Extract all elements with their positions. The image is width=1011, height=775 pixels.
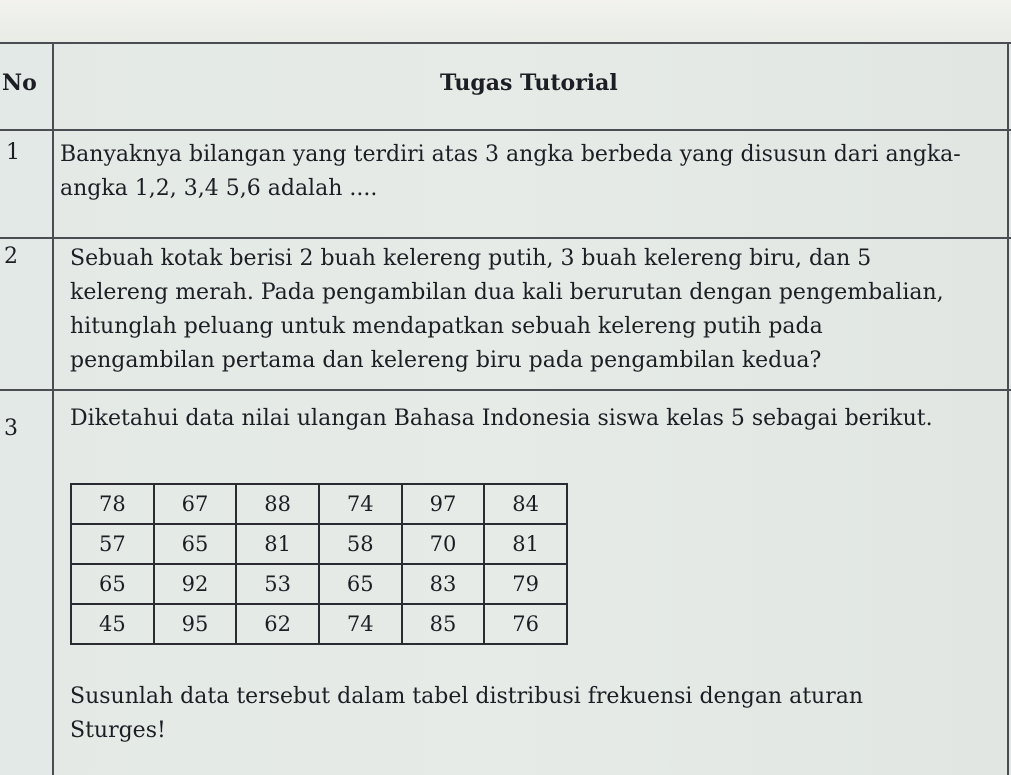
table-cell: 84 <box>484 484 567 524</box>
row-number-2: 2 <box>4 244 18 269</box>
table-cell: 81 <box>236 524 319 564</box>
table-cell: 81 <box>484 524 567 564</box>
question-1-line: angka 1,2, 3,4 5,6 adalah .... <box>60 176 378 201</box>
table-border-top <box>0 42 1011 44</box>
question-2-line: hitunglah peluang untuk mendapatkan sebuah kelereng putih pada <box>70 314 823 339</box>
column-divider <box>52 42 54 775</box>
question-3-intro: Diketahui data nilai ulangan Bahasa Indonesia siswa kelas 5 sebagai berikut. <box>70 406 933 431</box>
header-no: No <box>2 70 37 96</box>
table-cell: 83 <box>402 564 485 604</box>
table-cell: 65 <box>319 564 402 604</box>
table-cell: 53 <box>236 564 319 604</box>
row-number-1: 1 <box>6 140 20 165</box>
table-cell: 76 <box>484 604 567 644</box>
table-cell: 45 <box>71 604 154 644</box>
table-row <box>71 524 567 564</box>
score-data-table <box>70 483 568 645</box>
row-divider-2 <box>0 389 1011 391</box>
table-cell: 57 <box>71 524 154 564</box>
table-cell: 92 <box>154 564 237 604</box>
table-cell: 74 <box>319 604 402 644</box>
table-row <box>71 564 567 604</box>
table-cell: 85 <box>402 604 485 644</box>
table-cell: 70 <box>402 524 485 564</box>
table-cell: 74 <box>319 484 402 524</box>
row-number-3: 3 <box>4 416 18 441</box>
table-cell: 78 <box>71 484 154 524</box>
question-2 <box>70 242 944 378</box>
question-3-closing-line: Sturges! <box>70 718 166 743</box>
table-cell: 67 <box>154 484 237 524</box>
row-divider-header <box>0 129 1011 131</box>
table-cell: 58 <box>319 524 402 564</box>
table-cell: 65 <box>154 524 237 564</box>
top-background <box>0 0 1011 42</box>
header-title: Tugas Tutorial <box>440 70 618 96</box>
question-2-line: pengambilan pertama dan kelereng biru pada pengambilan kedua? <box>70 348 822 373</box>
row-divider-1 <box>0 237 1011 239</box>
table-cell: 62 <box>236 604 319 644</box>
table-cell: 65 <box>71 564 154 604</box>
question-2-line: Sebuah kotak berisi 2 buah kelereng putih, 3 buah kelereng biru, dan 5 <box>70 246 872 271</box>
question-2-line: kelereng merah. Pada pengambilan dua kali berurutan dengan pengembalian, <box>70 280 944 305</box>
table-cell: 97 <box>402 484 485 524</box>
question-3-closing-line: Susunlah data tersebut dalam tabel distribusi frekuensi dengan aturan <box>70 684 864 709</box>
table-cell: 95 <box>154 604 237 644</box>
question-1-line: Banyaknya bilangan yang terdiri atas 3 angka berbeda yang disusun dari angka- <box>60 142 961 167</box>
question-3-closing <box>70 680 863 748</box>
table-cell: 88 <box>236 484 319 524</box>
table-cell: 79 <box>484 564 567 604</box>
table-row <box>71 604 567 644</box>
table-row <box>71 484 567 524</box>
table-border-right <box>1007 42 1009 775</box>
question-1 <box>60 138 961 206</box>
